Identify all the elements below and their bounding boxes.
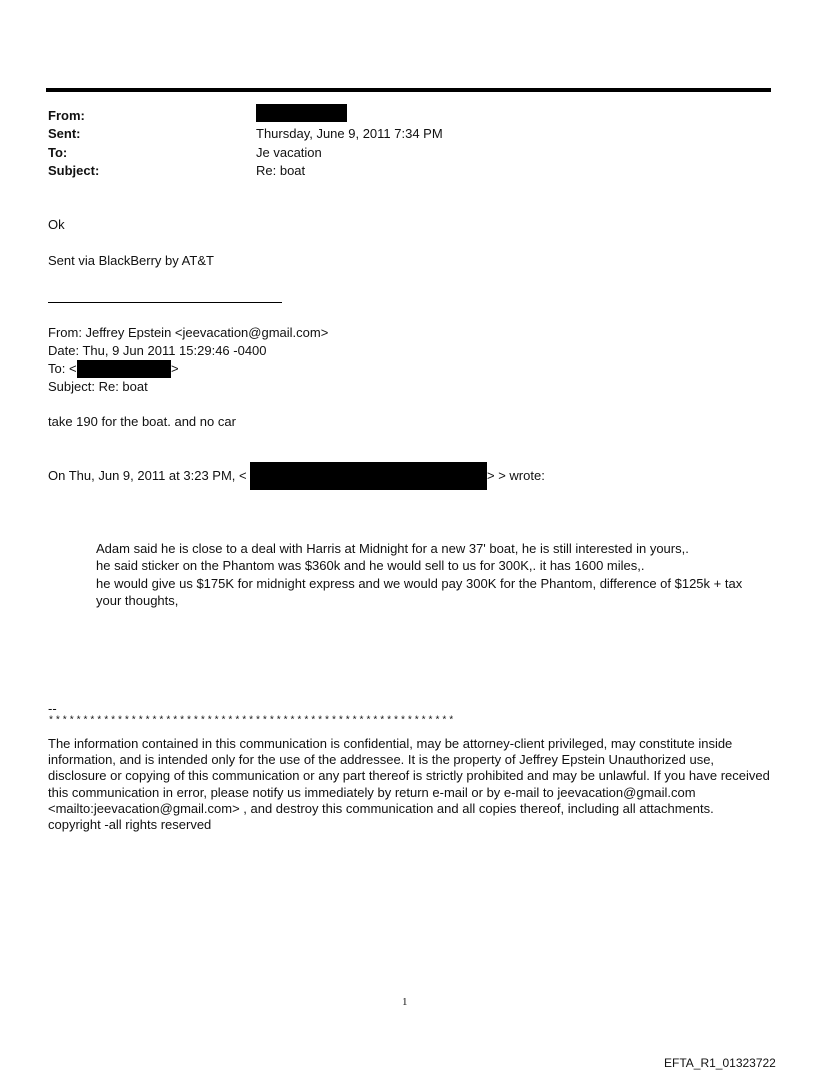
forwarded-to-prefix: To: < bbox=[48, 361, 77, 376]
forwarded-to-suffix: > bbox=[171, 361, 179, 376]
forwarded-from: From: Jeffrey Epstein <jeevacation@gmail.com> bbox=[48, 325, 329, 340]
confidentiality-notice: The information contained in this communication is confidential, may be attorney-client privileged, may constitute inside information, and is intended only for the use of the addressee. It is the property of Jeffrey Epstein Unauthorized use, disclosure or copying of this communication or any part thereof is strictly prohibited and may be unlawful. If you have received this communication in error, please notify us immediately by return e-mail or by e-mail to jeevacation@gmail.com <mailto:jeevacation@gmail.com> , and destroy this communication and all copies thereof, including all attachments. copyright -all rights reserved bbox=[48, 736, 770, 833]
quoted-line-4: your thoughts, bbox=[96, 593, 179, 608]
to-label: To: bbox=[48, 145, 68, 160]
page-number: 1 bbox=[402, 996, 408, 1008]
reply-body: Ok bbox=[48, 217, 65, 232]
reply-signature: Sent via BlackBerry by AT&T bbox=[48, 253, 214, 268]
redaction-from bbox=[256, 104, 347, 122]
from-label: From: bbox=[48, 108, 85, 123]
quoted-line-1: Adam said he is close to a deal with Harris at Midnight for a new 37' boat, he is still interested in yours,. bbox=[96, 541, 689, 556]
subject-label: Subject: bbox=[48, 163, 100, 178]
on-wrote-prefix: On Thu, Jun 9, 2011 at 3:23 PM, < bbox=[48, 468, 247, 483]
redaction-sender bbox=[250, 462, 487, 490]
forwarded-body: take 190 for the boat. and no car bbox=[48, 414, 236, 429]
stars-divider: *********************************************************** bbox=[48, 716, 456, 727]
signature-dashes: -- bbox=[48, 701, 57, 716]
document-id: EFTA_R1_01323722 bbox=[664, 1056, 776, 1070]
redaction-to bbox=[77, 360, 171, 378]
header-rule bbox=[46, 88, 771, 92]
quoted-line-2: he said sticker on the Phantom was $360k and he would sell to us for 300K,. it has 1600 miles,. bbox=[96, 558, 645, 573]
forwarded-subject: Subject: Re: boat bbox=[48, 379, 148, 394]
separator-line bbox=[48, 302, 282, 303]
forwarded-date: Date: Thu, 9 Jun 2011 15:29:46 -0400 bbox=[48, 343, 267, 358]
sent-value: Thursday, June 9, 2011 7:34 PM bbox=[256, 126, 443, 141]
to-value: Je vacation bbox=[256, 145, 322, 160]
quoted-line-3: he would give us $175K for midnight express and we would pay 300K for the Phantom, difference of $125k + tax bbox=[96, 576, 743, 591]
on-wrote-suffix: > > wrote: bbox=[487, 468, 545, 483]
subject-value: Re: boat bbox=[256, 163, 306, 178]
sent-label: Sent: bbox=[48, 126, 81, 141]
